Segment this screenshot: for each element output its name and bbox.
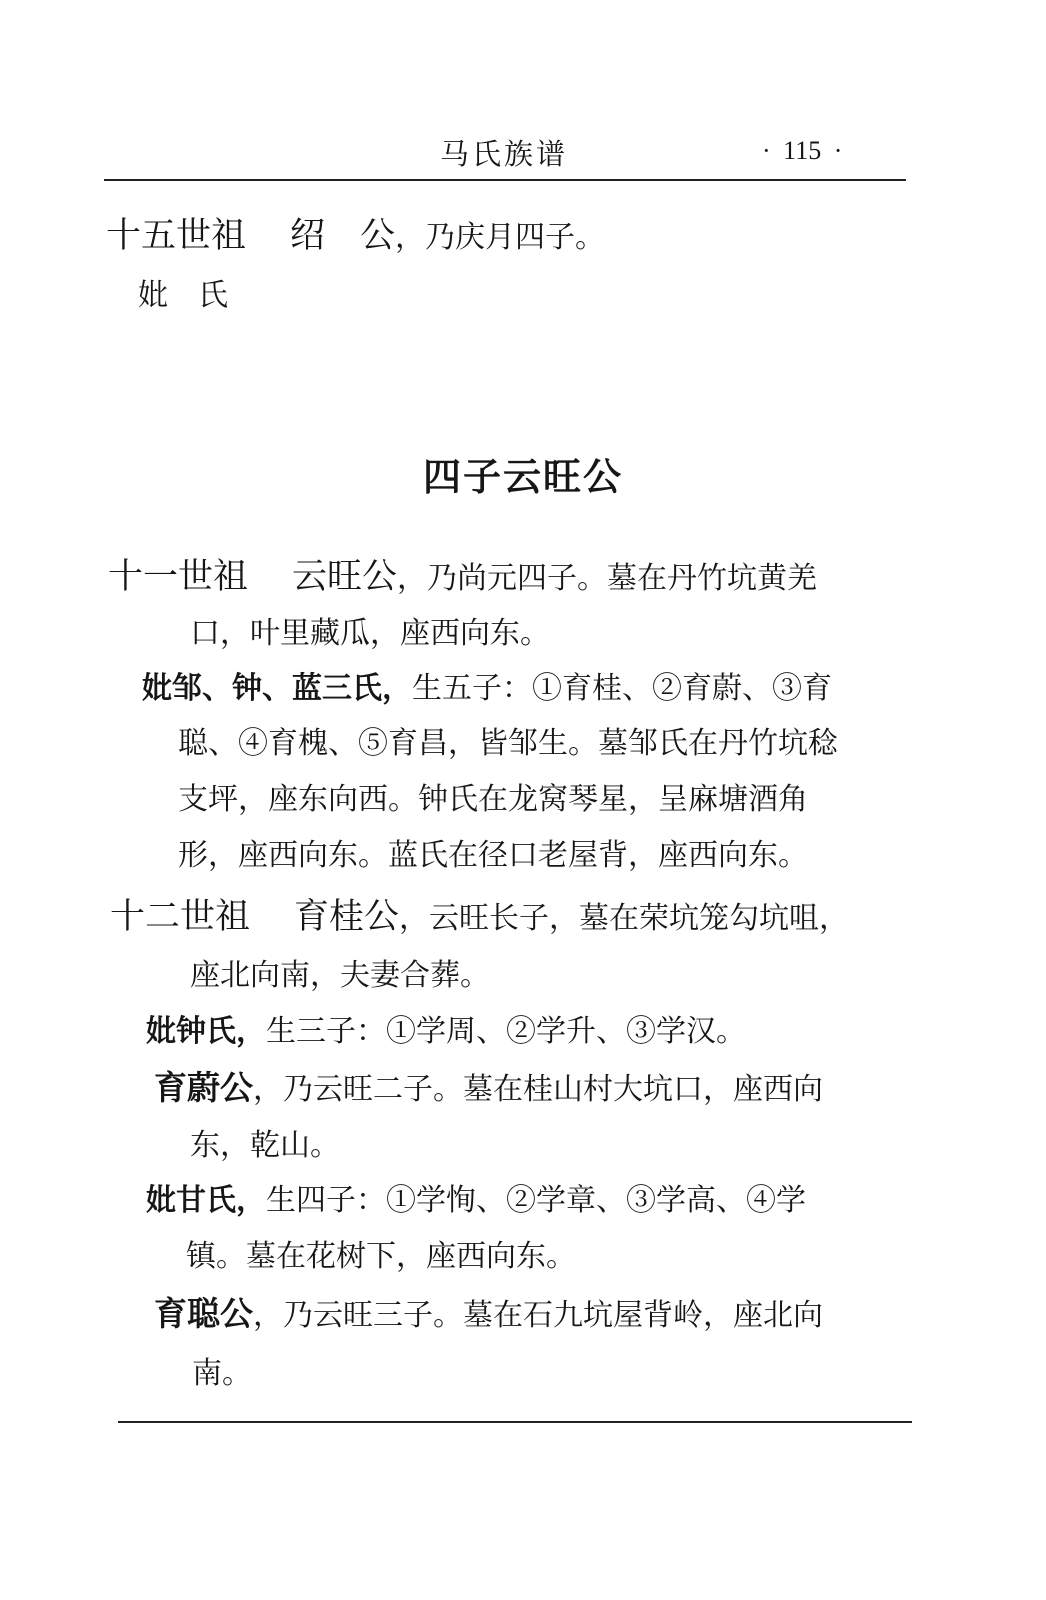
wife-names: 妣邹、钟、蓝三氏， (142, 671, 412, 706)
entry-12-wife (146, 1012, 746, 1052)
ancestor-name: 云旺公 (292, 557, 398, 597)
wife-names: 妣甘氏， (146, 1183, 266, 1218)
entry-11-wife-line4: 形，座西向东。蓝氏在径口老屋背，座西向东。 (178, 838, 808, 873)
ancestor-name: 绍 公 (290, 216, 396, 256)
entry-11-line2: 口，叶里藏瓜，座西向东。 (190, 616, 550, 651)
entry-11-heading (108, 557, 817, 599)
entry-description: ，乃尚元四子。墓在丹竹坑黄羌 (397, 561, 818, 596)
entry-yucong-line2: 南。 (192, 1356, 252, 1391)
header-rule (104, 179, 906, 181)
entry-12-heading (110, 897, 849, 939)
running-header-title: 马氏族谱 (440, 137, 569, 171)
ancestor-name: 育聪公 (154, 1294, 253, 1333)
entry-yuwei-line2: 东，乾山。 (190, 1128, 340, 1163)
entry-description: ，乃云旺二子。墓在桂山村大坑口，座西向 (253, 1072, 823, 1107)
wife-description: 生四子：①学恂、②学章、③学高、④学 (266, 1183, 806, 1218)
wife-names: 妣钟氏， (146, 1014, 266, 1049)
wife-description: 生五子：①育桂、②育蔚、③育 (412, 671, 832, 706)
entry-yuwei-wife-line2: 镇。墓在花树下，座西向东。 (186, 1239, 576, 1274)
entry-description: ，乃庆月四子。 (395, 220, 606, 255)
entry-yucong-heading (154, 1294, 823, 1336)
entry-15-heading (106, 216, 605, 258)
ancestor-name: 育蔚公 (154, 1068, 253, 1107)
entry-description: ，乃云旺三子。墓在石九坑屋背岭，座北向 (253, 1298, 823, 1333)
generation-label: 十二世祖 (110, 897, 251, 937)
ancestor-name: 育桂公 (294, 897, 400, 937)
entry-description: ，云旺长子，墓在荣坑笼勾坑咀， (399, 901, 850, 936)
generation-label: 十一世祖 (108, 557, 249, 597)
entry-yuwei-heading (154, 1068, 823, 1110)
entry-15-wife: 妣 氏 (138, 278, 228, 313)
entry-12-line2: 座北向南，夫妻合葬。 (190, 958, 490, 993)
wife-description: 生三子：①学周、②学升、③学汉。 (266, 1014, 746, 1049)
generation-label: 十五世祖 (106, 216, 247, 256)
footer-rule (118, 1421, 912, 1423)
entry-11-wife-line3: 支坪，座东向西。钟氏在龙窝琴星，呈麻塘酒角 (178, 782, 808, 817)
entry-11-wife-line2: 聪、④育槐、⑤育昌，皆邹生。墓邹氏在丹竹坑稔 (178, 726, 838, 761)
page-number: · 115 · (762, 136, 843, 165)
entry-yuwei-wife (146, 1181, 806, 1221)
section-title: 四子云旺公 (422, 455, 623, 499)
entry-11-wife (142, 669, 832, 709)
